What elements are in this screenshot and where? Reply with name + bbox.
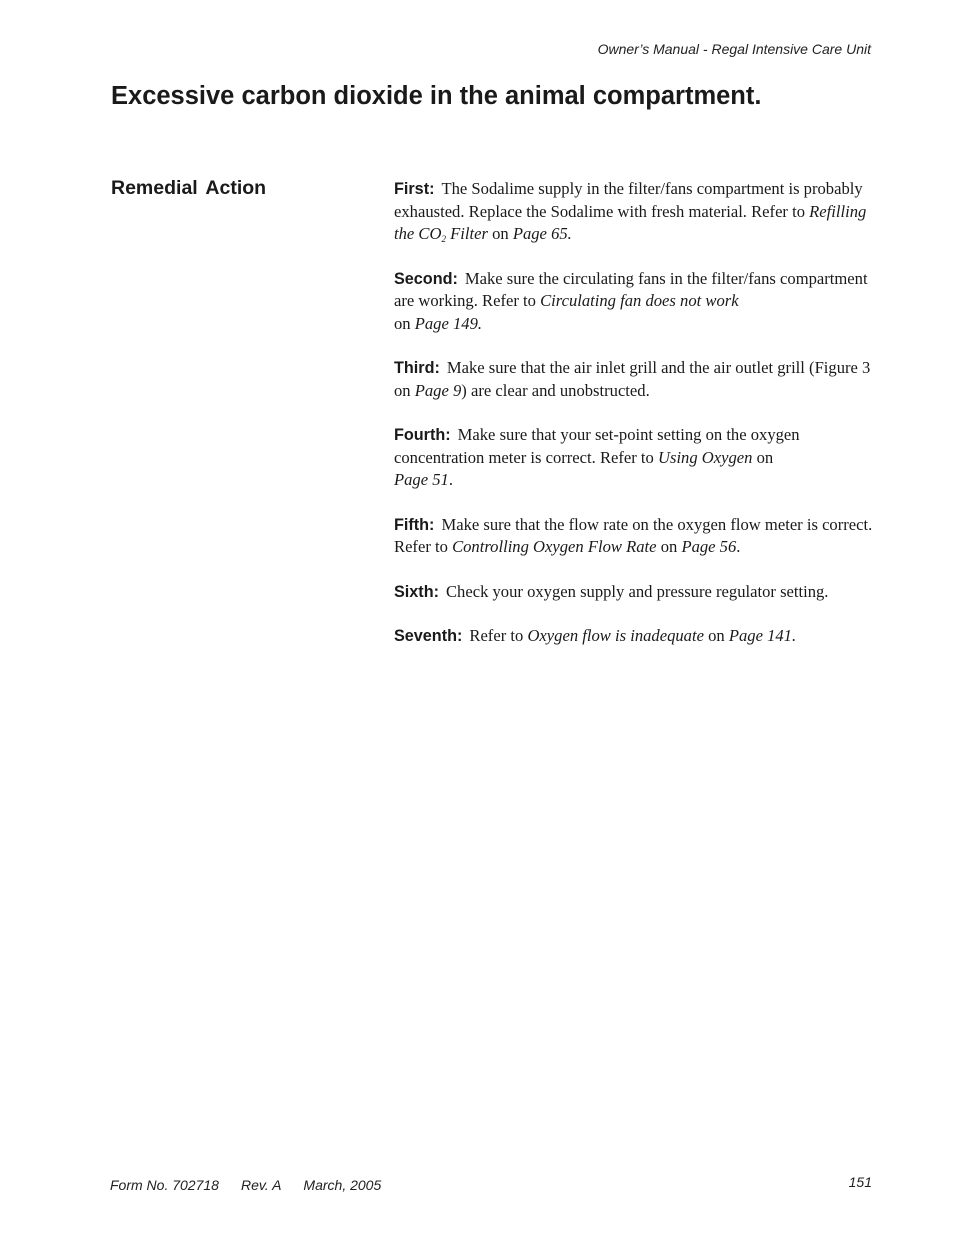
subscript-2: 2 xyxy=(441,234,446,244)
step-fifth xyxy=(394,514,884,559)
step-text: on xyxy=(703,626,729,645)
form-number: Form No. 702718 xyxy=(110,1177,219,1193)
page-number: 151 xyxy=(848,1174,872,1190)
step-label: First: xyxy=(394,180,435,198)
step-text: on xyxy=(656,537,682,556)
step-text: The Sodalime supply in the filter/fans compartment is probably exhausted. Replace the Sodalime with fresh material. Refer to xyxy=(394,179,863,221)
step-label: Third: xyxy=(394,359,440,377)
step-text: Make sure that your set-point setting on the oxygen concentration meter is correct. Refer to xyxy=(394,425,800,467)
step-fourth xyxy=(394,424,884,492)
step-text: . xyxy=(477,313,483,333)
step-text: . xyxy=(736,537,741,556)
step-text: on xyxy=(394,313,415,333)
page-reference-link[interactable]: Page 141. xyxy=(728,626,797,645)
step-label: Seventh: xyxy=(394,627,463,645)
step-second xyxy=(394,268,884,336)
step-label: Fifth: xyxy=(394,515,435,534)
step-text: on xyxy=(752,447,774,467)
reference-text: Refilling the CO xyxy=(394,201,867,243)
page-reference-link[interactable]: Page 51 xyxy=(394,470,449,489)
page-reference-link[interactable]: Page 9 xyxy=(414,380,462,400)
cross-reference-link[interactable]: Circulating fan does not work xyxy=(540,291,739,310)
page-reference-link[interactable]: Page 149 xyxy=(414,313,478,333)
section-heading: Remedial Action xyxy=(111,177,267,199)
step-label: Sixth: xyxy=(394,582,439,601)
step-text: Check your oxygen supply and pressure regulator setting. xyxy=(445,581,829,601)
step-first xyxy=(394,178,884,246)
step-label: Second: xyxy=(394,269,458,288)
step-sixth xyxy=(394,581,884,604)
step-text: Make sure that the flow rate on the oxygen flow meter is correct. Refer to xyxy=(394,514,873,556)
reference-text: Filter xyxy=(445,224,488,243)
cross-reference-link[interactable]: Controlling Oxygen Flow Rate xyxy=(452,537,657,556)
step-text: on xyxy=(487,224,513,243)
step-text: Refer to xyxy=(469,626,528,645)
step-text: Make sure the circulating fans in the filter/fans compartment are working. Refer to xyxy=(394,268,868,310)
page-title: Excessive carbon dioxide in the animal compartment. xyxy=(111,82,762,110)
step-text: . xyxy=(448,470,453,489)
cross-reference-link[interactable]: Using Oxygen xyxy=(658,447,753,467)
cross-reference-link[interactable]: Oxygen flow is inadequate xyxy=(527,626,704,645)
step-third xyxy=(394,357,884,402)
revision-label: Rev. A xyxy=(240,1177,282,1193)
publication-date: March, 2005 xyxy=(303,1177,382,1193)
footer-document-info xyxy=(110,1177,381,1193)
running-header: Owner’s Manual - Regal Intensive Care Unit xyxy=(597,41,871,57)
page-reference-link[interactable]: Page 65. xyxy=(512,224,572,243)
step-text: ) are clear and unobstructed. xyxy=(461,380,650,400)
remedial-steps xyxy=(394,178,884,670)
step-seventh xyxy=(394,625,884,648)
page-reference-link[interactable]: Page 56 xyxy=(681,537,737,556)
step-text: Make sure that the air inlet grill and the air outlet grill (Figure 3 on xyxy=(394,358,871,400)
step-label: Fourth: xyxy=(394,426,451,444)
